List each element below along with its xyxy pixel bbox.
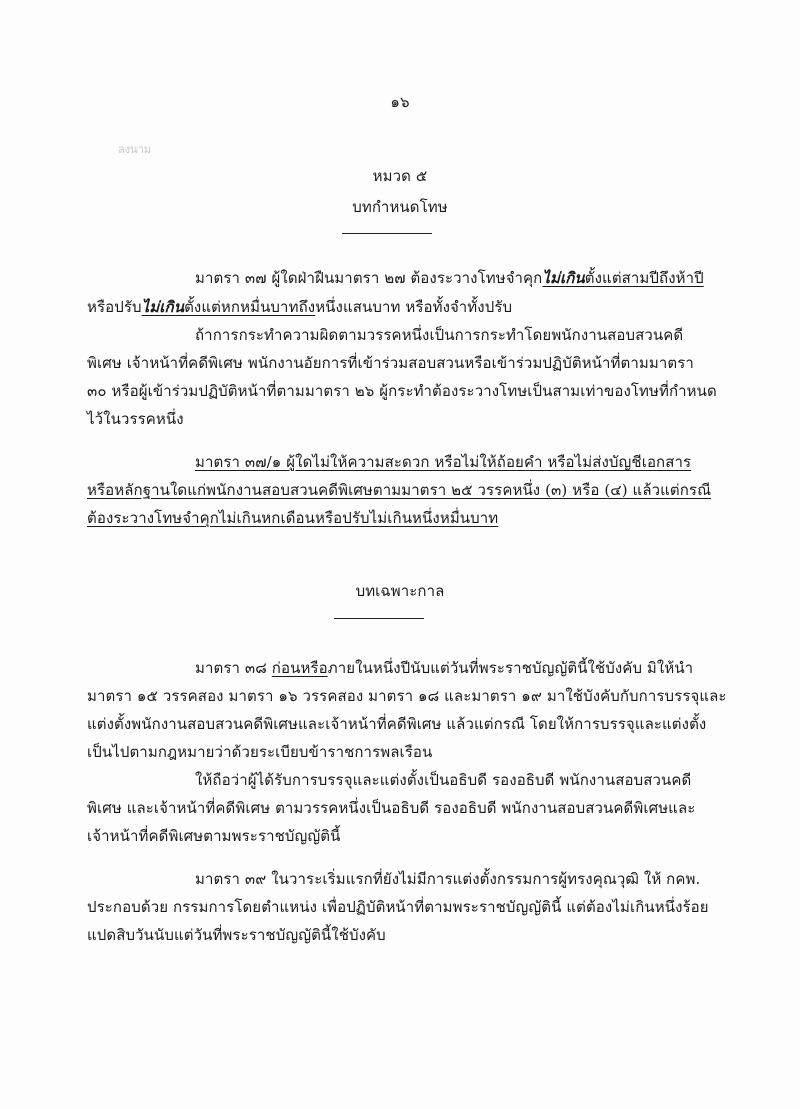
sec37-para2-line-3: ๓๐ หรือผู้เข้าร่วมปฏิบัติหน้าที่ตามมาตรา ๒๖ ผู้กระทำต้องระวางโทษเป็นสามเท่าของโทษที่กำหนด xyxy=(87,382,717,400)
sec38-line-2: มาตรา ๑๕ วรรคสอง มาตรา ๑๖ วรรคสอง มาตรา ๑๘ และมาตรา ๑๙ มาใช้บังคับกับการบรรจุและ xyxy=(87,687,727,705)
sec37-1-line-3: ต้องระวางโทษจำคุกไม่เกินหกเดือนหรือปรับไม่เกินหนึ่งหมื่นบาท xyxy=(87,509,499,527)
transitional-divider xyxy=(334,618,424,619)
sec37-line-2 xyxy=(87,297,512,317)
sec37-1-line-1: มาตรา ๓๗/๑ ผู้ใดไม่ให้ความสะดวก หรือไม่ให้ถ้อยคำ หรือไม่ส่งบัญชีเอกสาร xyxy=(195,453,692,471)
sec37-l1-amend: ตั้งแต่สามปีถึงห้าปี xyxy=(584,269,704,287)
faint-stamp: ลงนาม xyxy=(118,143,152,156)
chapter-divider xyxy=(342,233,432,234)
sec37-para2-line-4: ไว้ในวรรคหนึ่ง xyxy=(87,410,184,428)
chapter-subtitle: บทกำหนดโทษ xyxy=(352,198,448,216)
sec39-line-2: ประกอบด้วย กรรมการโดยตำแหน่ง เพื่อปฏิบัติหน้าที่ตามพระราชบัญญัตินี้ แต่ต้องไม่เกินหนึ่งร้อย xyxy=(87,898,709,916)
sec38-l1-text: มาตรา ๓๘ xyxy=(195,659,272,677)
sec37-l1-text: มาตรา ๓๗ ผู้ใดฝ่าฝืนมาตรา ๒๗ ต้องระวางโทษจำคุก xyxy=(195,269,543,287)
sec38-para2-line-3: เจ้าหน้าที่คดีพิเศษตามพระราชบัญญัตินี้ xyxy=(87,827,341,845)
chapter-title: หมวด ๕ xyxy=(372,167,428,185)
transitional-title: บทเฉพาะกาล xyxy=(355,582,445,600)
sec38-line-1 xyxy=(195,658,693,678)
sec37-l1-struck: ไม่เกิน xyxy=(542,269,585,287)
sec38-line-4: เป็นไปตามกฎหมายว่าด้วยระเบียบข้าราชการพลเรือน xyxy=(87,743,433,761)
page-number: ๑๖ xyxy=(390,93,410,111)
sec39-line-1: มาตรา ๓๙ ในวาระเริ่มแรกที่ยังไม่มีการแต่งตั้งกรรมการผู้ทรงคุณวุฒิ ให้ กคพ. xyxy=(195,870,701,888)
sec37-1-line-2: หรือหลักฐานใดแก่พนักงานสอบสวนคดีพิเศษตามมาตรา ๒๕ วรรคหนึ่ง (๓) หรือ (๔) แล้วแต่กรณี xyxy=(87,481,712,499)
sec38-l1-amend: ก่อนหรือ xyxy=(271,659,328,677)
sec37-line-1 xyxy=(195,268,704,288)
sec37-l2-amend: ตั้งแต่หกหมื่นบาทถึง xyxy=(184,298,316,316)
sec37-l2-text: หรือปรับ xyxy=(87,298,142,316)
sec37-para2-line-1: ถ้าการกระทำความผิดตามวรรคหนึ่งเป็นการกระทำโดยพนักงานสอบสวนคดี xyxy=(195,326,684,344)
sec39-line-3: แปดสิบวันนับแต่วันที่พระราชบัญญัตินี้ใช้บังคับ xyxy=(87,926,386,944)
sec37-l2-rest: หนึ่งแสนบาท หรือทั้งจำทั้งปรับ xyxy=(315,298,513,316)
sec38-para2-line-1: ให้ถือว่าผู้ได้รับการบรรจุและแต่งตั้งเป็นอธิบดี รองอธิบดี พนักงานสอบสวนคดี xyxy=(195,771,692,789)
sec37-l2-struck: ไม่เกิน xyxy=(141,298,185,316)
sec38-l1-rest: ภายในหนึ่งปีนับแต่วันที่พระราชบัญญัตินี้ใช้บังคับ มิให้นำ xyxy=(327,659,694,677)
sec37-para2-line-2: พิเศษ เจ้าหน้าที่คดีพิเศษ พนักงานอัยการที่เข้าร่วมสอบสวนหรือเข้าร่วมปฏิบัติหน้าที่ตามมาตรา xyxy=(87,354,694,372)
sec38-para2-line-2: พิเศษ และเจ้าหน้าที่คดีพิเศษ ตามวรรคหนึ่งเป็นอธิบดี รองอธิบดี พนักงานสอบสวนคดีพิเศษและ xyxy=(87,799,696,817)
sec38-line-3: แต่งตั้งพนักงานสอบสวนคดีพิเศษและเจ้าหน้าที่คดีพิเศษ แล้วแต่กรณี โดยให้การบรรจุและแต่งตั้ง xyxy=(87,715,707,733)
